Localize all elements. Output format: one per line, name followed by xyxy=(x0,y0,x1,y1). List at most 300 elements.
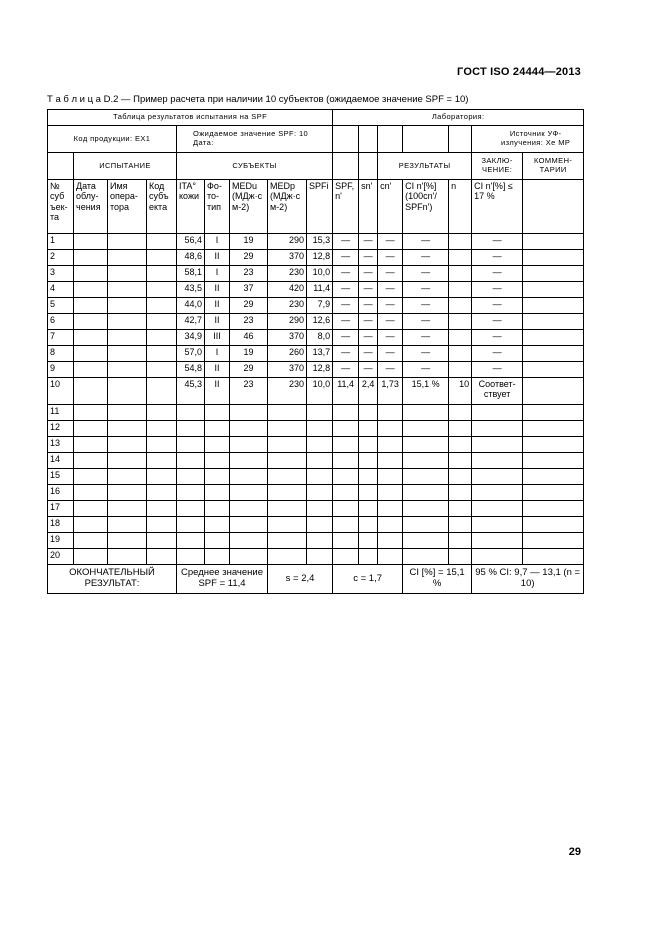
table-cell xyxy=(472,485,523,501)
table-cell xyxy=(177,517,205,533)
table-cell: — xyxy=(378,298,403,314)
table-cell xyxy=(108,437,147,453)
data-rows xyxy=(48,234,584,565)
table-cell xyxy=(472,517,523,533)
group-results: РЕЗУЛЬТАТЫ xyxy=(378,153,472,180)
table-cell: 2 xyxy=(48,250,74,266)
table-cell xyxy=(307,421,333,437)
table-cell: 19 xyxy=(230,234,268,250)
table-cell xyxy=(378,501,403,517)
table-cell xyxy=(268,405,307,421)
table-cell xyxy=(307,501,333,517)
table-cell: — xyxy=(378,314,403,330)
table-cell: 11,4 xyxy=(333,378,359,405)
table-cell: 8,0 xyxy=(307,330,333,346)
column-header-0: № суб ъек-та xyxy=(48,180,74,234)
table-cell: 29 xyxy=(230,250,268,266)
table-cell xyxy=(147,378,177,405)
table-cell: 15,1 % xyxy=(403,378,449,405)
table-cell xyxy=(523,501,584,517)
table-cell: 230 xyxy=(268,298,307,314)
table-cell: 11,4 xyxy=(307,282,333,298)
table-cell: — xyxy=(378,282,403,298)
table-cell: 230 xyxy=(268,266,307,282)
table-cell xyxy=(147,517,177,533)
table-cell xyxy=(472,501,523,517)
final-label: ОКОНЧАТЕЛЬНЫЙ РЕЗУЛЬТАТ: xyxy=(48,565,177,594)
table-cell xyxy=(177,421,205,437)
table-cell: 12 xyxy=(48,421,74,437)
table-cell: I xyxy=(205,266,230,282)
table-cell xyxy=(268,501,307,517)
table-cell xyxy=(523,453,584,469)
table-cell xyxy=(108,517,147,533)
table-cell: 12,8 xyxy=(307,362,333,378)
table-cell: II xyxy=(205,362,230,378)
table-cell xyxy=(449,517,472,533)
table-cell xyxy=(449,314,472,330)
table-cell xyxy=(74,314,108,330)
table-row xyxy=(48,437,584,453)
table-cell: 370 xyxy=(268,330,307,346)
table-cell xyxy=(147,421,177,437)
table-cell: 10 xyxy=(449,378,472,405)
column-header-13: n xyxy=(449,180,472,234)
table-row xyxy=(48,549,584,565)
table-cell xyxy=(523,485,584,501)
table-cell xyxy=(74,453,108,469)
table-cell xyxy=(378,469,403,485)
table-cell xyxy=(449,437,472,453)
table-cell xyxy=(147,314,177,330)
meta-empty-3 xyxy=(378,126,403,153)
table-cell: — xyxy=(359,346,378,362)
group-subjects: СУБЪЕКТЫ xyxy=(177,153,333,180)
table-cell xyxy=(108,282,147,298)
group-test: ИСПЫТАНИЕ xyxy=(74,153,177,180)
meta-empty-5 xyxy=(449,126,472,153)
table-cell xyxy=(403,453,449,469)
meta-empty-1 xyxy=(333,126,359,153)
table-meta-row xyxy=(48,126,584,153)
table-cell xyxy=(268,453,307,469)
table-cell xyxy=(472,405,523,421)
table-row xyxy=(48,282,584,298)
table-cell xyxy=(108,533,147,549)
meta-empty-4 xyxy=(403,126,449,153)
table-cell: — xyxy=(333,282,359,298)
table-cell xyxy=(268,485,307,501)
table-cell xyxy=(359,485,378,501)
table-cell xyxy=(449,330,472,346)
column-header-11: cn' xyxy=(378,180,403,234)
table-cell xyxy=(108,501,147,517)
table-row xyxy=(48,234,584,250)
table-cell: 230 xyxy=(268,378,307,405)
table-cell xyxy=(378,405,403,421)
uv-source-label: Источник УФ-излучения: Xe MP xyxy=(472,126,584,153)
column-header-3: Код субъ екта xyxy=(147,180,177,234)
table-cell: — xyxy=(403,234,449,250)
table-cell xyxy=(472,469,523,485)
table-cell xyxy=(449,453,472,469)
table-cell: 16 xyxy=(48,485,74,501)
table-cell xyxy=(74,234,108,250)
table-cell: — xyxy=(472,362,523,378)
column-header-15 xyxy=(523,180,584,234)
table-row xyxy=(48,405,584,421)
table-cell: 7,9 xyxy=(307,298,333,314)
table-cell: 10 xyxy=(48,378,74,405)
table-cell xyxy=(378,549,403,565)
table-cell: — xyxy=(378,346,403,362)
table-cell xyxy=(230,501,268,517)
table-cell: 42,7 xyxy=(177,314,205,330)
table-cell: — xyxy=(403,314,449,330)
table-cell: 6 xyxy=(48,314,74,330)
table-cell xyxy=(205,469,230,485)
table-cell: 1,73 xyxy=(378,378,403,405)
column-header-2: Имя опера-тора xyxy=(108,180,147,234)
table-row xyxy=(48,314,584,330)
table-cell xyxy=(108,378,147,405)
table-row xyxy=(48,533,584,549)
table-cell: I xyxy=(205,346,230,362)
table-cell xyxy=(523,250,584,266)
table-cell: — xyxy=(333,234,359,250)
table-row xyxy=(48,421,584,437)
column-header-6: MEDu (МДж·с м-2) xyxy=(230,180,268,234)
table-cell: — xyxy=(359,250,378,266)
table-cell xyxy=(472,453,523,469)
table-cell: — xyxy=(403,282,449,298)
table-cell xyxy=(333,485,359,501)
table-cell xyxy=(74,517,108,533)
page-number: 29 xyxy=(568,846,581,858)
table-cell: 58,1 xyxy=(177,266,205,282)
table-cell xyxy=(307,405,333,421)
table-cell xyxy=(378,453,403,469)
table-cell xyxy=(177,405,205,421)
table-cell xyxy=(230,549,268,565)
table-cell: II xyxy=(205,250,230,266)
table-cell: — xyxy=(403,346,449,362)
table-cell: — xyxy=(378,362,403,378)
table-cell: III xyxy=(205,330,230,346)
table-cell xyxy=(523,378,584,405)
table-title-row xyxy=(48,110,584,126)
table-cell xyxy=(523,405,584,421)
table-cell xyxy=(177,501,205,517)
table-row xyxy=(48,453,584,469)
column-header-1: Дата облу-чения xyxy=(74,180,108,234)
group-empty-2 xyxy=(359,153,378,180)
table-cell xyxy=(307,533,333,549)
spf-results-table xyxy=(47,109,584,594)
table-cell: — xyxy=(359,266,378,282)
table-cell xyxy=(449,501,472,517)
table-cell xyxy=(449,234,472,250)
table-cell: — xyxy=(472,330,523,346)
table-cell xyxy=(403,437,449,453)
table-cell xyxy=(230,485,268,501)
table-cell xyxy=(333,437,359,453)
column-header-9: SPF, n' xyxy=(333,180,359,234)
table-cell: 11 xyxy=(48,405,74,421)
table-cell xyxy=(472,549,523,565)
table-cell xyxy=(307,517,333,533)
table-cell: — xyxy=(359,330,378,346)
table-cell xyxy=(449,346,472,362)
table-cell xyxy=(230,533,268,549)
table-cell: 290 xyxy=(268,234,307,250)
table-cell xyxy=(74,250,108,266)
table-cell: Соответ-ствует xyxy=(472,378,523,405)
table-caption: Т а б л и ц а D.2 — Пример расчета при наличии 10 субъектов (ожидаемое значение SPF = 10) xyxy=(47,94,469,105)
table-cell xyxy=(205,453,230,469)
table-cell: 15 xyxy=(48,469,74,485)
table-cell: 15,3 xyxy=(307,234,333,250)
table-cell xyxy=(523,234,584,250)
column-header-8: SPFi xyxy=(307,180,333,234)
column-header-12: CI n'[%] (100cn'/ SPFn') xyxy=(403,180,449,234)
table-cell xyxy=(147,266,177,282)
table-cell xyxy=(449,549,472,565)
table-cell: 23 xyxy=(230,266,268,282)
table-cell: — xyxy=(359,314,378,330)
table-cell: 43,5 xyxy=(177,282,205,298)
table-cell: 19 xyxy=(48,533,74,549)
table-title: Таблица результатов испытания на SPF xyxy=(48,110,333,126)
table-cell: — xyxy=(359,362,378,378)
table-cell xyxy=(205,437,230,453)
table-cell xyxy=(230,453,268,469)
table-cell xyxy=(359,517,378,533)
table-cell xyxy=(472,421,523,437)
table-cell: II xyxy=(205,298,230,314)
table-cell xyxy=(147,533,177,549)
table-cell xyxy=(359,549,378,565)
table-cell xyxy=(147,549,177,565)
table-cell xyxy=(472,437,523,453)
table-cell: — xyxy=(403,330,449,346)
table-cell: — xyxy=(378,234,403,250)
table-cell xyxy=(523,549,584,565)
table-cell xyxy=(205,517,230,533)
table-cell xyxy=(147,298,177,314)
table-cell: 9 xyxy=(48,362,74,378)
table-cell xyxy=(378,437,403,453)
table-cell xyxy=(449,298,472,314)
table-row xyxy=(48,469,584,485)
table-cell xyxy=(523,362,584,378)
column-header-14: CI n'[%] ≤ 17 % xyxy=(472,180,523,234)
final-ci95: 95 % CI: 9,7 — 13,1 (n = 10) xyxy=(472,565,584,594)
table-cell: 12,6 xyxy=(307,314,333,330)
table-cell: — xyxy=(333,346,359,362)
table-cell xyxy=(108,405,147,421)
table-cell xyxy=(230,405,268,421)
table-cell: 2,4 xyxy=(359,378,378,405)
table-cell: — xyxy=(333,314,359,330)
table-cell: 12,8 xyxy=(307,250,333,266)
table-cell xyxy=(268,533,307,549)
table-cell: — xyxy=(472,234,523,250)
table-cell xyxy=(74,330,108,346)
table-cell xyxy=(108,234,147,250)
table-cell: 29 xyxy=(230,298,268,314)
table-cell xyxy=(74,469,108,485)
table-row xyxy=(48,266,584,282)
table-cell: 54,8 xyxy=(177,362,205,378)
table-cell xyxy=(147,501,177,517)
table-cell: — xyxy=(472,282,523,298)
table-cell xyxy=(108,485,147,501)
table-cell xyxy=(108,362,147,378)
table-cell xyxy=(333,469,359,485)
table-cell: 23 xyxy=(230,378,268,405)
table-cell xyxy=(74,405,108,421)
table-cell xyxy=(177,453,205,469)
table-cell xyxy=(449,250,472,266)
table-cell: — xyxy=(403,298,449,314)
table-cell xyxy=(268,549,307,565)
column-header-5: Фо-то-тип xyxy=(205,180,230,234)
table-cell xyxy=(147,282,177,298)
table-cell xyxy=(177,485,205,501)
final-result-row xyxy=(48,565,584,594)
table-cell: 3 xyxy=(48,266,74,282)
table-cell xyxy=(147,362,177,378)
table-cell: II xyxy=(205,314,230,330)
table-cell: 5 xyxy=(48,298,74,314)
table-cell: — xyxy=(403,362,449,378)
table-cell xyxy=(403,549,449,565)
table-cell xyxy=(449,266,472,282)
table-cell xyxy=(403,485,449,501)
table-cell: — xyxy=(403,266,449,282)
table-cell xyxy=(403,421,449,437)
table-cell xyxy=(177,549,205,565)
table-cell xyxy=(147,469,177,485)
table-cell xyxy=(108,346,147,362)
table-cell: 7 xyxy=(48,330,74,346)
table-cell xyxy=(108,421,147,437)
table-cell xyxy=(403,533,449,549)
table-cell xyxy=(230,437,268,453)
table-cell: 20 xyxy=(48,549,74,565)
table-cell: II xyxy=(205,378,230,405)
table-cell: II xyxy=(205,282,230,298)
table-cell: — xyxy=(333,362,359,378)
table-cell: 8 xyxy=(48,346,74,362)
table-cell xyxy=(147,330,177,346)
table-cell xyxy=(147,405,177,421)
table-cell: 4 xyxy=(48,282,74,298)
table-cell xyxy=(147,250,177,266)
table-cell: 56,4 xyxy=(177,234,205,250)
table-cell xyxy=(177,469,205,485)
table-cell xyxy=(147,234,177,250)
table-cell xyxy=(378,533,403,549)
table-cell: 46 xyxy=(230,330,268,346)
laboratory-label: Лаборатория: xyxy=(333,110,584,126)
table-row xyxy=(48,346,584,362)
table-cell: 1 xyxy=(48,234,74,250)
table-cell xyxy=(108,298,147,314)
table-cell xyxy=(108,314,147,330)
table-cell: 10,0 xyxy=(307,266,333,282)
table-cell xyxy=(523,266,584,282)
table-cell xyxy=(268,469,307,485)
table-cell: — xyxy=(472,298,523,314)
table-cell xyxy=(449,405,472,421)
table-cell xyxy=(378,517,403,533)
table-cell xyxy=(403,469,449,485)
table-cell: 48,6 xyxy=(177,250,205,266)
column-header-7: MEDp (МДж·с м-2) xyxy=(268,180,307,234)
table-cell xyxy=(74,266,108,282)
table-cell xyxy=(230,469,268,485)
table-cell xyxy=(74,533,108,549)
table-cell: — xyxy=(378,250,403,266)
table-row xyxy=(48,250,584,266)
table-cell xyxy=(230,517,268,533)
table-cell xyxy=(108,453,147,469)
table-cell xyxy=(523,298,584,314)
table-cell: — xyxy=(333,266,359,282)
table-cell: 37 xyxy=(230,282,268,298)
table-cell: 19 xyxy=(230,346,268,362)
table-cell xyxy=(74,421,108,437)
table-cell xyxy=(307,485,333,501)
group-conclusion: ЗАКЛЮ-ЧЕНИЕ: xyxy=(472,153,523,180)
table-cell xyxy=(333,405,359,421)
table-cell xyxy=(449,533,472,549)
table-cell xyxy=(359,501,378,517)
table-cell xyxy=(205,485,230,501)
table-cell xyxy=(359,453,378,469)
table-cell xyxy=(378,485,403,501)
table-cell xyxy=(205,533,230,549)
table-cell: — xyxy=(359,298,378,314)
table-cell xyxy=(177,437,205,453)
final-ci: CI [%] = 15,1 % xyxy=(403,565,472,594)
table-cell xyxy=(177,533,205,549)
table-cell xyxy=(333,533,359,549)
table-cell xyxy=(205,421,230,437)
table-cell xyxy=(359,533,378,549)
final-mean: Среднее значение SPF = 11,4 xyxy=(177,565,268,594)
table-cell: 57,0 xyxy=(177,346,205,362)
table-cell xyxy=(108,250,147,266)
table-cell xyxy=(333,517,359,533)
standard-code: ГОСТ ISO 24444—2013 xyxy=(457,66,581,78)
table-cell: 420 xyxy=(268,282,307,298)
table-cell xyxy=(74,485,108,501)
table-cell xyxy=(230,421,268,437)
table-cell xyxy=(74,549,108,565)
table-cell xyxy=(359,421,378,437)
table-cell: — xyxy=(333,250,359,266)
table-cell: 13,7 xyxy=(307,346,333,362)
table-cell xyxy=(378,421,403,437)
table-cell xyxy=(108,549,147,565)
table-cell: — xyxy=(378,266,403,282)
table-cell xyxy=(449,485,472,501)
table-row xyxy=(48,362,584,378)
table-cell: 14 xyxy=(48,453,74,469)
